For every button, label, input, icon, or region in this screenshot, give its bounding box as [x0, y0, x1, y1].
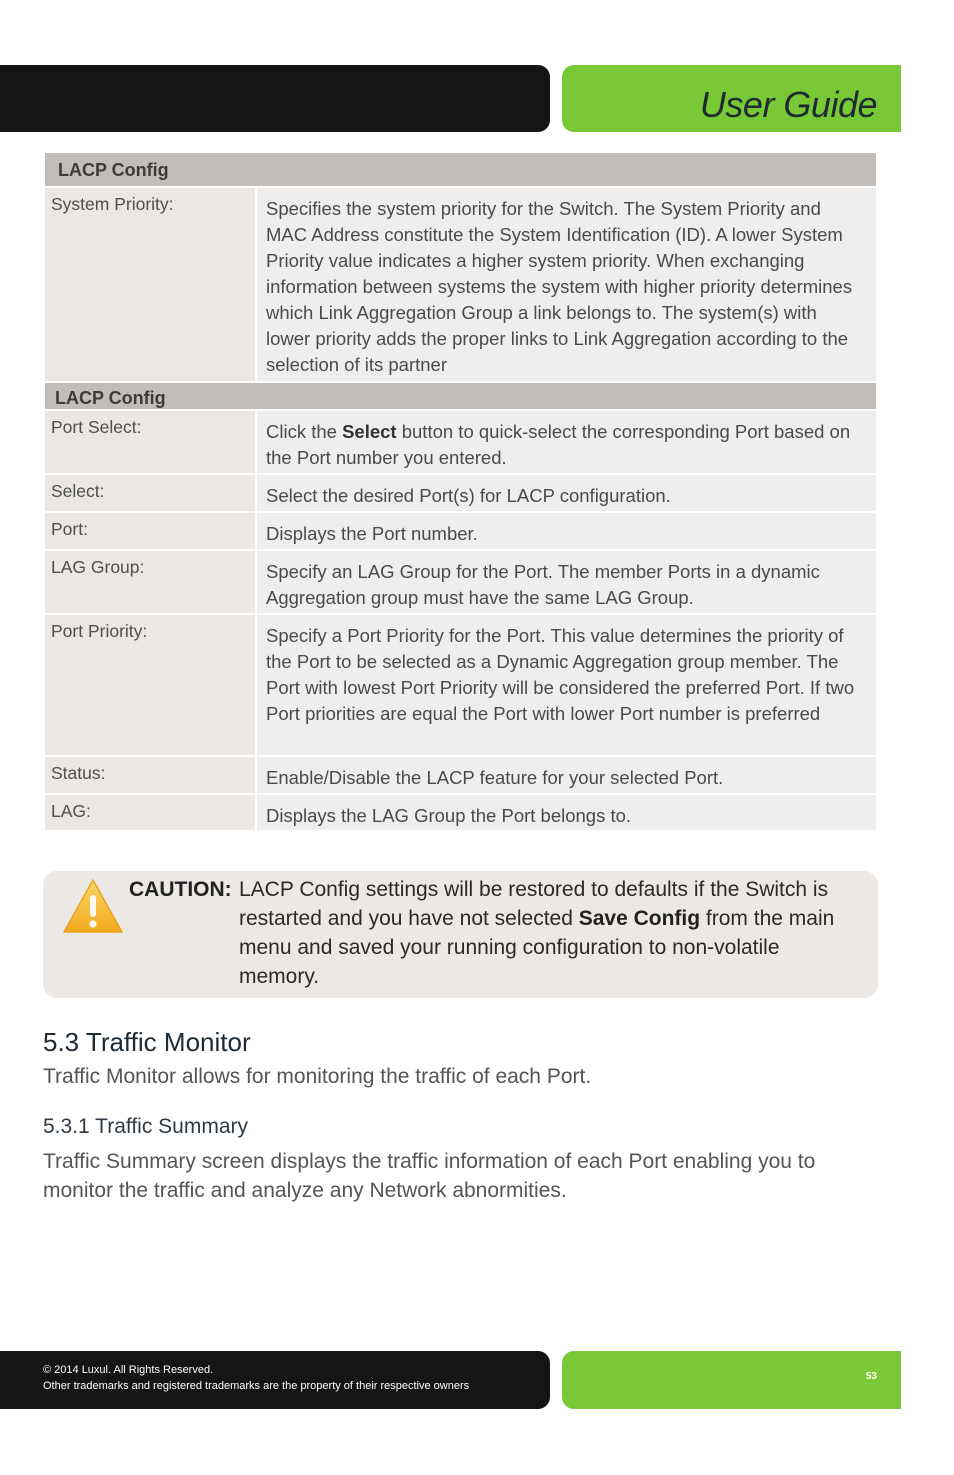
table-row	[45, 551, 876, 615]
page-title: User Guide	[699, 84, 877, 125]
header-bar	[0, 65, 550, 132]
caution-text-part: LACP Config settings will be restored to defaults if the Switch is restarted and you have not selected	[239, 878, 829, 930]
table-section-header: LACP Config	[45, 153, 876, 188]
row-label: LAG Group:	[45, 551, 257, 613]
row-label: System Priority:	[45, 188, 257, 381]
row-label: Status:	[45, 757, 257, 793]
row-description: Select the desired Port(s) for LACP configuration.	[257, 475, 876, 511]
caution-box	[43, 871, 878, 998]
row-label: Port:	[45, 513, 257, 549]
row-description: Specify an LAG Group for the Port. The member Ports in a dynamic Aggregation group must have the same LAG Group.	[257, 551, 876, 613]
footer-bar	[0, 1351, 550, 1409]
table-row	[45, 188, 876, 383]
subsection-paragraph: Traffic Summary screen displays the traffic information of each Port enabling you to monitor the traffic and analyze any Network abnormities.	[43, 1150, 816, 1202]
table-section-header: LACP Config	[45, 383, 876, 411]
section-paragraph: Traffic Monitor allows for monitoring the traffic of each Port.	[43, 1065, 592, 1088]
caution-text-part: from the main menu and saved your running configuration to non-volatile memory.	[239, 907, 835, 988]
warning-triangle-icon	[62, 878, 124, 934]
caution-text	[239, 875, 839, 991]
row-description: Enable/Disable the LACP feature for your selected Port.	[257, 757, 876, 793]
row-label: Port Select:	[45, 411, 257, 473]
desc-text: button to quick-select the corresponding Port based on the Port number you entered.	[266, 421, 851, 468]
row-description: Specify a Port Priority for the Port. This value determines the priority of the Port to be selected as a Dynamic Aggregation group member. The Port with lowest Port Priority will be considered the preferred Port. If two Port priorities are equal the Port with lower Port number is preferred	[257, 615, 876, 755]
select-keyword: Select	[342, 421, 397, 442]
page-number: 53	[865, 1371, 877, 1382]
section-heading-traffic-monitor: 5.3 Traffic Monitor	[43, 1027, 251, 1057]
desc-text: Click the	[266, 421, 343, 442]
table-row	[45, 513, 876, 551]
copyright-text: © 2014 Luxul. All Rights Reserved.	[43, 1364, 214, 1376]
table-row	[45, 411, 876, 475]
trademark-text: Other trademarks and registered trademarks are the property of their respective owners	[43, 1380, 470, 1392]
row-label: Select:	[45, 475, 257, 511]
row-label: Port Priority:	[45, 615, 257, 755]
row-description: Specifies the system priority for the Switch. The System Priority and MAC Address constitute the System Identification (ID). A lower System Priority value indicates a higher system priority. When exchanging information between systems the system with higher priority determines which Link Aggregation Group a link belongs to. The system(s) with lower priority adds the proper links to Link Aggregation according to the selection of its partner	[257, 188, 876, 381]
lacp-config-table	[45, 153, 876, 832]
subsection-heading-traffic-summary: 5.3.1 Traffic Summary	[43, 1115, 249, 1138]
table-row	[45, 615, 876, 757]
row-description: Displays the LAG Group the Port belongs to.	[257, 795, 876, 830]
caution-label: CAUTION:	[129, 878, 232, 901]
row-label: LAG:	[45, 795, 257, 830]
save-config-keyword: Save Config	[578, 907, 701, 930]
row-description: Displays the Port number.	[257, 513, 876, 549]
row-description	[257, 411, 876, 473]
table-row	[45, 795, 876, 832]
header-title-tab	[562, 65, 901, 132]
table-row	[45, 475, 876, 513]
footer-page-tab	[562, 1351, 901, 1409]
table-row	[45, 757, 876, 795]
